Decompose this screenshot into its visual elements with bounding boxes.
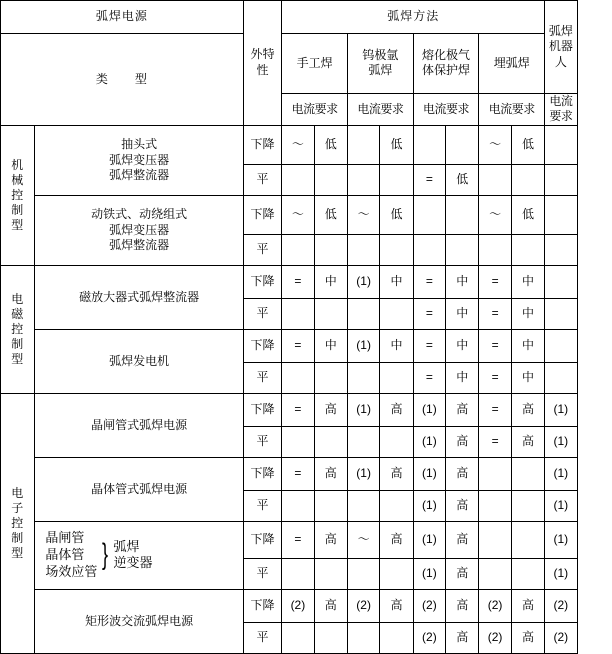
- cell-robot: [545, 330, 577, 363]
- category-electronic-char-3: 制: [11, 531, 25, 545]
- type-line-0: 弧焊发电机: [109, 353, 170, 368]
- ext-value: 平: [243, 623, 281, 654]
- cell-manual-current: =: [282, 266, 314, 299]
- category-electromagnetic: [1, 266, 35, 394]
- cell-saw-req: 中: [511, 363, 544, 394]
- cell-robot: [545, 235, 577, 266]
- table-row: [1, 394, 612, 427]
- cell-tig-req: [380, 235, 413, 266]
- cell-mig-req: 高: [446, 394, 479, 427]
- cell-robot-current: (1): [545, 427, 577, 458]
- cell-mig-current: (1): [413, 427, 445, 458]
- header-method-mig-line2: 体保护焊: [422, 63, 471, 78]
- inverter-right-line-1: 逆变器: [113, 555, 153, 571]
- type-line-0: 晶闸管式弧焊电源: [91, 417, 188, 432]
- header-sub-mig: 电流要求: [413, 93, 479, 125]
- header-robot-line1: 弧焊: [548, 23, 573, 38]
- cell-robot-current: (1): [545, 491, 577, 522]
- cell-mig-req: 高: [446, 559, 479, 590]
- header-type-label: 类 型: [1, 34, 244, 126]
- header-external-char-line2: 性: [256, 63, 269, 77]
- cell-manual-current: [282, 299, 314, 330]
- cell-manual-current: =: [282, 330, 314, 363]
- type-line-0: 磁放大器式弧焊整流器: [79, 289, 200, 304]
- cell-saw-req: 中: [511, 266, 544, 299]
- ext-value: 下降: [243, 590, 281, 623]
- cell-mig-current: =: [413, 363, 445, 394]
- cell-tig-req: [380, 299, 413, 330]
- cell-saw-req: [511, 491, 544, 522]
- header-external-char-line1: 外特: [250, 47, 275, 62]
- category-mechanical: [1, 126, 35, 266]
- cell-saw-current: =: [479, 394, 511, 427]
- curly-brace-icon: }: [102, 538, 109, 572]
- cell-tig-current: [347, 126, 379, 165]
- cell-saw-req: [511, 458, 544, 491]
- cell-mig-current: =: [413, 299, 445, 330]
- cell-manual-current: [282, 363, 314, 394]
- ext-value: 平: [243, 165, 281, 196]
- category-mechanical-char-3: 制: [11, 203, 25, 217]
- header-robot-group: [545, 1, 577, 94]
- header-robot-line2: 机器人: [548, 39, 573, 69]
- cell-tig-current: [347, 235, 379, 266]
- category-electronic: [1, 394, 35, 654]
- cell-saw-current: (2): [479, 590, 511, 623]
- cell-saw-req: 高: [511, 590, 544, 623]
- cell-manual-req: 中: [314, 266, 347, 299]
- table-row: [1, 266, 612, 299]
- cell-tig-req: [380, 623, 413, 654]
- cell-mig-req: [446, 126, 479, 165]
- cell-mig-req: 高: [446, 590, 479, 623]
- category-electromagnetic-char-4: 型: [11, 352, 25, 366]
- header-method-manual: [282, 34, 348, 94]
- inverter-left-list: [45, 530, 97, 581]
- cell-robot-current: (2): [545, 590, 577, 623]
- table-row: [1, 458, 612, 491]
- header-sub-robot: 电流要求: [545, 93, 577, 125]
- cell-mig-req: 高: [446, 427, 479, 458]
- cell-tig-current: 〜: [347, 196, 379, 235]
- cell-tig-req: 高: [380, 590, 413, 623]
- type-tapped-transformer: [35, 126, 243, 196]
- ext-value: 下降: [243, 330, 281, 363]
- cell-tig-req: [380, 427, 413, 458]
- cell-tig-req: 高: [380, 522, 413, 559]
- header-row-1: [1, 1, 612, 34]
- table-row: [1, 590, 612, 623]
- type-thyristor-power-source: [35, 394, 243, 458]
- cell-tig-current: [347, 491, 379, 522]
- cell-robot-current: (2): [545, 623, 577, 654]
- cell-mig-req: 低: [446, 165, 479, 196]
- type-line-2: 弧焊整流器: [109, 238, 170, 253]
- category-mechanical-char-4: 型: [11, 218, 25, 232]
- cell-saw-current: 〜: [479, 126, 511, 165]
- cell-manual-current: (2): [282, 590, 314, 623]
- ext-value: 下降: [243, 126, 281, 165]
- cell-mig-req: 高: [446, 458, 479, 491]
- cell-robot: [545, 126, 577, 165]
- header-method-mig-line1: 熔化极气: [422, 47, 471, 62]
- cell-saw-current: [479, 491, 511, 522]
- cell-saw-current: 〜: [479, 196, 511, 235]
- cell-saw-req: [511, 165, 544, 196]
- ext-value: 平: [243, 235, 281, 266]
- cell-tig-req: [380, 559, 413, 590]
- cell-saw-req: 低: [511, 196, 544, 235]
- category-electromagnetic-char-1: 磁: [11, 307, 25, 321]
- header-method-manual-line1: 手工焊: [296, 55, 333, 70]
- cell-tig-current: [347, 363, 379, 394]
- cell-saw-current: [479, 165, 511, 196]
- cell-mig-current: (2): [413, 590, 445, 623]
- cell-mig-current: [413, 126, 445, 165]
- header-sub-tig: 电流要求: [347, 93, 413, 125]
- type-magnetic-amplifier-rectifier: [35, 266, 243, 330]
- cell-mig-current: =: [413, 165, 445, 196]
- cell-mig-req: 高: [446, 623, 479, 654]
- cell-saw-current: [479, 235, 511, 266]
- type-welding-generator: [35, 330, 243, 394]
- cell-tig-req: [380, 491, 413, 522]
- table-row: [1, 522, 612, 559]
- cell-saw-current: =: [479, 363, 511, 394]
- type-inverter-group: [35, 522, 243, 590]
- cell-mig-current: [413, 235, 445, 266]
- cell-robot: [545, 266, 577, 299]
- header-method-group: 弧焊方法: [282, 1, 545, 34]
- cell-manual-current: 〜: [282, 196, 314, 235]
- header-method-mig: [413, 34, 479, 94]
- cell-mig-req: 中: [446, 299, 479, 330]
- type-line-0: 矩形波交流弧焊电源: [85, 613, 194, 628]
- cell-manual-current: =: [282, 394, 314, 427]
- ext-value: 平: [243, 363, 281, 394]
- cell-robot: [545, 196, 577, 235]
- header-sub-saw: 电流要求: [479, 93, 545, 125]
- table-row: [1, 330, 612, 363]
- cell-tig-current: [347, 299, 379, 330]
- type-line-0: 抽头式: [121, 137, 158, 152]
- header-row-2: [1, 34, 612, 94]
- cell-mig-current: (1): [413, 394, 445, 427]
- cell-manual-current: =: [282, 458, 314, 491]
- category-electromagnetic-char-0: 电: [11, 292, 25, 306]
- header-external-characteristic: [243, 1, 281, 126]
- cell-manual-req: 低: [314, 196, 347, 235]
- cell-manual-req: [314, 491, 347, 522]
- cell-mig-current: =: [413, 266, 445, 299]
- inverter-left-line-0: 晶闸管: [45, 530, 85, 546]
- cell-saw-req: 高: [511, 394, 544, 427]
- ext-value: 平: [243, 559, 281, 590]
- category-mechanical-char-2: 控: [11, 188, 25, 202]
- cell-saw-req: 中: [511, 299, 544, 330]
- type-transistor-power-source: [35, 458, 243, 522]
- cell-manual-current: [282, 623, 314, 654]
- cell-mig-current: (2): [413, 623, 445, 654]
- category-mechanical-char-1: 械: [11, 173, 25, 187]
- cell-robot: [545, 299, 577, 330]
- cell-mig-current: (1): [413, 491, 445, 522]
- cell-mig-current: =: [413, 330, 445, 363]
- cell-tig-req: [380, 165, 413, 196]
- cell-tig-current: (1): [347, 458, 379, 491]
- cell-tig-req: 中: [380, 330, 413, 363]
- category-mechanical-char-0: 机: [11, 158, 25, 172]
- header-method-saw: [479, 34, 545, 94]
- header-sub-manual: 电流要求: [282, 93, 348, 125]
- cell-robot-current: (1): [545, 394, 577, 427]
- cell-mig-req: [446, 196, 479, 235]
- ext-value: 平: [243, 427, 281, 458]
- cell-saw-current: =: [479, 427, 511, 458]
- cell-manual-req: 高: [314, 458, 347, 491]
- cell-manual-req: 高: [314, 590, 347, 623]
- cell-saw-req: 低: [511, 126, 544, 165]
- cell-robot: [545, 363, 577, 394]
- cell-manual-current: [282, 427, 314, 458]
- header-method-tig: [347, 34, 413, 94]
- cell-saw-current: [479, 522, 511, 559]
- cell-saw-current: (2): [479, 623, 511, 654]
- cell-manual-current: [282, 235, 314, 266]
- cell-mig-req: 高: [446, 522, 479, 559]
- ext-value: 平: [243, 491, 281, 522]
- cell-mig-current: (1): [413, 458, 445, 491]
- cell-manual-req: [314, 235, 347, 266]
- cell-manual-req: 高: [314, 522, 347, 559]
- cell-saw-req: [511, 522, 544, 559]
- cell-mig-current: (1): [413, 522, 445, 559]
- type-line-0: 动铁式、动绕组式: [91, 207, 188, 222]
- type-line-1: 弧焊变压器: [109, 222, 170, 237]
- cell-mig-current: (1): [413, 559, 445, 590]
- cell-robot-current: (1): [545, 458, 577, 491]
- type-line-1: 弧焊变压器: [109, 152, 170, 167]
- ext-value: 下降: [243, 196, 281, 235]
- cell-manual-req: [314, 363, 347, 394]
- cell-manual-req: [314, 299, 347, 330]
- cell-saw-current: =: [479, 266, 511, 299]
- inverter-left-line-2: 场效应管: [45, 563, 98, 579]
- ext-value: 平: [243, 299, 281, 330]
- cell-manual-req: [314, 559, 347, 590]
- cell-tig-req: 中: [380, 266, 413, 299]
- ext-value: 下降: [243, 522, 281, 559]
- cell-tig-current: [347, 559, 379, 590]
- inverter-right-line-0: 弧焊: [113, 538, 140, 554]
- inverter-left-line-1: 晶体管: [45, 547, 85, 563]
- cell-saw-req: [511, 559, 544, 590]
- table-row: [1, 196, 612, 235]
- cell-manual-req: [314, 623, 347, 654]
- type-square-wave-ac-power-source: [35, 590, 243, 654]
- cell-tig-req: 高: [380, 394, 413, 427]
- table-row: [1, 126, 612, 165]
- cell-manual-req: 高: [314, 394, 347, 427]
- cell-manual-req: 中: [314, 330, 347, 363]
- cell-mig-req: 高: [446, 491, 479, 522]
- cell-tig-current: [347, 427, 379, 458]
- cell-tig-req: 低: [380, 196, 413, 235]
- header-power-source-group: 弧焊电源: [1, 1, 244, 34]
- type-moving-core-winding: [35, 196, 243, 266]
- cell-manual-req: [314, 427, 347, 458]
- header-method-saw-line1: 埋弧焊: [493, 55, 530, 70]
- cell-saw-req: 中: [511, 330, 544, 363]
- cell-manual-current: [282, 559, 314, 590]
- cell-saw-current: [479, 559, 511, 590]
- inverter-brace-wrap: [45, 530, 242, 581]
- cell-saw-req: [511, 235, 544, 266]
- category-electronic-char-0: 电: [11, 486, 25, 500]
- cell-tig-current: (1): [347, 394, 379, 427]
- cell-tig-req: 低: [380, 126, 413, 165]
- cell-tig-req: [380, 363, 413, 394]
- header-method-tig-line2: 弧焊: [368, 63, 393, 78]
- cell-tig-current: (1): [347, 266, 379, 299]
- cell-mig-current: [413, 196, 445, 235]
- cell-saw-req: 高: [511, 623, 544, 654]
- cell-robot-current: (1): [545, 559, 577, 590]
- cell-tig-current: 〜: [347, 522, 379, 559]
- category-electronic-char-4: 型: [11, 546, 25, 560]
- cell-mig-req: 中: [446, 330, 479, 363]
- cell-manual-req: [314, 165, 347, 196]
- cell-manual-current: =: [282, 522, 314, 559]
- cell-manual-current: [282, 165, 314, 196]
- cell-mig-req: 中: [446, 363, 479, 394]
- category-electromagnetic-char-3: 制: [11, 337, 25, 351]
- cell-manual-req: 低: [314, 126, 347, 165]
- ext-value: 下降: [243, 266, 281, 299]
- ext-value: 下降: [243, 458, 281, 491]
- cell-tig-current: (1): [347, 330, 379, 363]
- cell-saw-current: [479, 458, 511, 491]
- category-electronic-char-1: 子: [11, 501, 25, 515]
- cell-saw-current: =: [479, 330, 511, 363]
- category-electromagnetic-char-2: 控: [11, 322, 25, 336]
- cell-manual-current: 〜: [282, 126, 314, 165]
- cell-tig-current: (2): [347, 590, 379, 623]
- cell-mig-req: [446, 235, 479, 266]
- category-electronic-char-2: 控: [11, 516, 25, 530]
- type-line-2: 弧焊整流器: [109, 168, 170, 183]
- cell-tig-current: [347, 165, 379, 196]
- cell-robot-current: (1): [545, 522, 577, 559]
- inverter-right-list: [113, 539, 152, 573]
- cell-robot: [545, 165, 577, 196]
- cell-mig-req: 中: [446, 266, 479, 299]
- cell-manual-current: [282, 491, 314, 522]
- cell-tig-current: [347, 623, 379, 654]
- cell-tig-req: 高: [380, 458, 413, 491]
- type-line-0: 晶体管式弧焊电源: [91, 481, 188, 496]
- header-method-tig-line1: 钨极氩: [362, 47, 399, 62]
- cell-saw-req: 高: [511, 427, 544, 458]
- ext-value: 下降: [243, 394, 281, 427]
- cell-saw-current: =: [479, 299, 511, 330]
